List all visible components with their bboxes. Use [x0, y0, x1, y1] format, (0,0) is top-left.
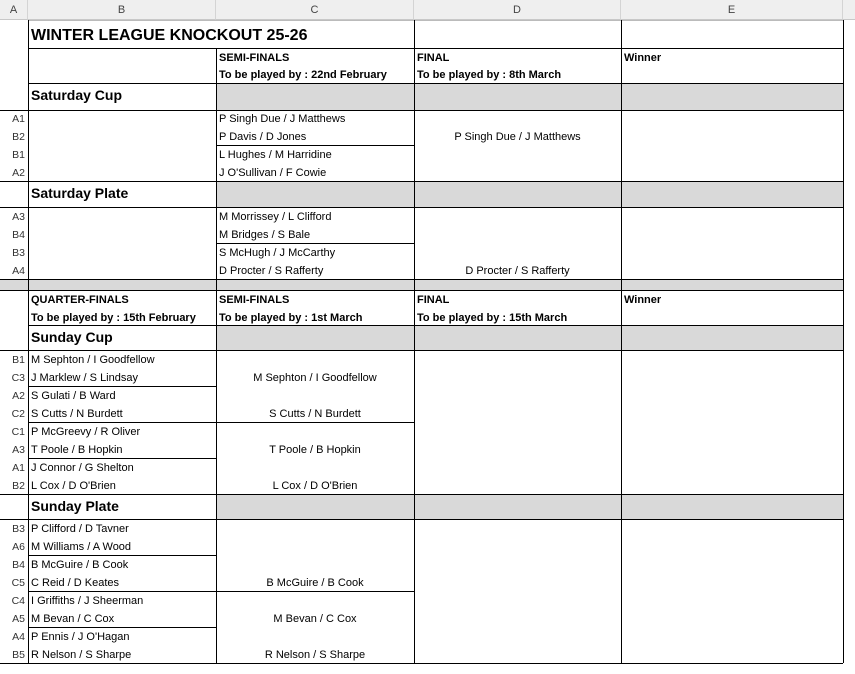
row-seed: A5 [12, 613, 25, 625]
row-seed: A2 [12, 390, 25, 402]
row-seed: C3 [11, 372, 25, 384]
row-seed: B4 [12, 559, 25, 571]
row-seed: A3 [12, 444, 25, 456]
row-seed: C1 [11, 426, 25, 438]
sat-cup-semi-team[interactable]: L Hughes / M Harridine [219, 149, 332, 161]
row-seed: B3 [12, 247, 25, 259]
column-header-c[interactable]: C [216, 0, 414, 20]
sat-semi-label[interactable]: SEMI-FINALS [219, 52, 290, 64]
sun-cup-qf-team[interactable]: T Poole / B Hopkin [31, 444, 123, 456]
sun-cup-semi-team[interactable]: T Poole / B Hopkin [269, 444, 361, 456]
sat-cup-semi-team[interactable]: P Singh Due / J Matthews [219, 113, 346, 125]
row-seed: A2 [12, 167, 25, 179]
sun-plate-qf-team[interactable]: M Williams / A Wood [31, 541, 132, 553]
section-band [216, 326, 843, 350]
sun-qf-label[interactable]: QUARTER-FINALS [31, 294, 129, 306]
row-seed: A3 [12, 211, 25, 223]
sun-final-date[interactable]: To be played by : 15th March [417, 312, 568, 324]
sun-plate-qf-team[interactable]: P Clifford / D Tavner [31, 523, 129, 535]
sat-cup-semi-team[interactable]: J O'Sullivan / F Cowie [219, 167, 327, 179]
sun-cup-semi-team[interactable]: S Cutts / N Burdett [269, 408, 361, 420]
column-header-d[interactable]: D [414, 0, 621, 20]
sat-plate-semi-team[interactable]: M Morrissey / L Clifford [219, 211, 332, 223]
page-title[interactable]: WINTER LEAGUE KNOCKOUT 25-26 [31, 27, 308, 44]
saturday-cup-title[interactable]: Saturday Cup [31, 87, 123, 103]
sat-plate-finalist[interactable]: D Procter / S Rafferty [465, 265, 570, 277]
sat-cup-finalist[interactable]: P Singh Due / J Matthews [454, 131, 581, 143]
row-seed: A6 [12, 541, 25, 553]
sun-plate-semi-team[interactable]: B McGuire / B Cook [266, 577, 364, 589]
sun-plate-semi-team[interactable]: R Nelson / S Sharpe [264, 649, 366, 661]
sun-plate-qf-team[interactable]: R Nelson / S Sharpe [31, 649, 132, 661]
sun-cup-qf-team[interactable]: M Sephton / I Goodfellow [31, 354, 155, 366]
row-seed: C4 [11, 595, 25, 607]
row-seed: C5 [11, 577, 25, 589]
sun-cup-qf-team[interactable]: J Connor / G Shelton [31, 462, 134, 474]
sun-plate-qf-team[interactable]: M Bevan / C Cox [31, 613, 115, 625]
row-seed: A4 [12, 631, 25, 643]
section-band [216, 494, 843, 519]
sun-winner-label[interactable]: Winner [624, 294, 662, 306]
column-header-a[interactable]: A [0, 0, 28, 20]
row-seed: A4 [12, 265, 25, 277]
row-seed: B2 [12, 131, 25, 143]
sun-plate-semi-team[interactable]: M Bevan / C Cox [273, 613, 357, 625]
row-seed: B2 [12, 480, 25, 492]
sun-cup-semi-team[interactable]: L Cox / D O'Brien [272, 480, 358, 492]
sun-qf-date[interactable]: To be played by : 15th February [31, 312, 196, 324]
sat-plate-semi-team[interactable]: D Procter / S Rafferty [219, 265, 324, 277]
column-header-filler [843, 0, 855, 20]
sun-plate-qf-team[interactable]: C Reid / D Keates [31, 577, 120, 589]
row-seed: B3 [12, 523, 25, 535]
sun-plate-qf-team[interactable]: B McGuire / B Cook [31, 559, 129, 571]
sun-cup-qf-team[interactable]: P McGreevy / R Oliver [31, 426, 141, 438]
row-seed: C2 [11, 408, 25, 420]
sun-semi-label[interactable]: SEMI-FINALS [219, 294, 290, 306]
row-seed: A1 [12, 462, 25, 474]
sat-final-date[interactable]: To be played by : 8th March [417, 69, 562, 81]
section-band [216, 181, 843, 207]
sat-plate-semi-team[interactable]: M Bridges / S Bale [219, 229, 311, 241]
sat-semi-date[interactable]: To be played by : 22nd February [219, 69, 387, 81]
sunday-plate-title[interactable]: Sunday Plate [31, 498, 119, 514]
sat-winner-label[interactable]: Winner [624, 52, 662, 64]
sun-cup-qf-team[interactable]: S Cutts / N Burdett [31, 408, 123, 420]
sun-semi-date[interactable]: To be played by : 1st March [219, 312, 363, 324]
sunday-cup-title[interactable]: Sunday Cup [31, 329, 113, 345]
separator-band [0, 280, 843, 290]
row-seed: B4 [12, 229, 25, 241]
sun-final-label[interactable]: FINAL [417, 294, 450, 306]
sun-cup-semi-team[interactable]: M Sephton / I Goodfellow [253, 372, 377, 384]
sun-plate-qf-team[interactable]: I Griffiths / J Sheerman [31, 595, 144, 607]
sun-cup-qf-team[interactable]: S Gulati / B Ward [31, 390, 116, 402]
sun-cup-qf-team[interactable]: J Marklew / S Lindsay [31, 372, 138, 384]
sat-final-label[interactable]: FINAL [417, 52, 450, 64]
column-header-b[interactable]: B [28, 0, 216, 20]
row-seed: A1 [12, 113, 25, 125]
sun-plate-qf-team[interactable]: P Ennis / J O'Hagan [31, 631, 130, 643]
row-seed: B5 [12, 649, 25, 661]
saturday-plate-title[interactable]: Saturday Plate [31, 185, 129, 201]
column-header-e[interactable]: E [621, 0, 843, 20]
sun-cup-qf-team[interactable]: L Cox / D O'Brien [31, 480, 116, 492]
sat-plate-semi-team[interactable]: S McHugh / J McCarthy [219, 247, 336, 259]
row-seed: B1 [12, 149, 25, 161]
sat-cup-semi-team[interactable]: P Davis / D Jones [219, 131, 307, 143]
row-seed: B1 [12, 354, 25, 366]
section-band [216, 83, 843, 110]
